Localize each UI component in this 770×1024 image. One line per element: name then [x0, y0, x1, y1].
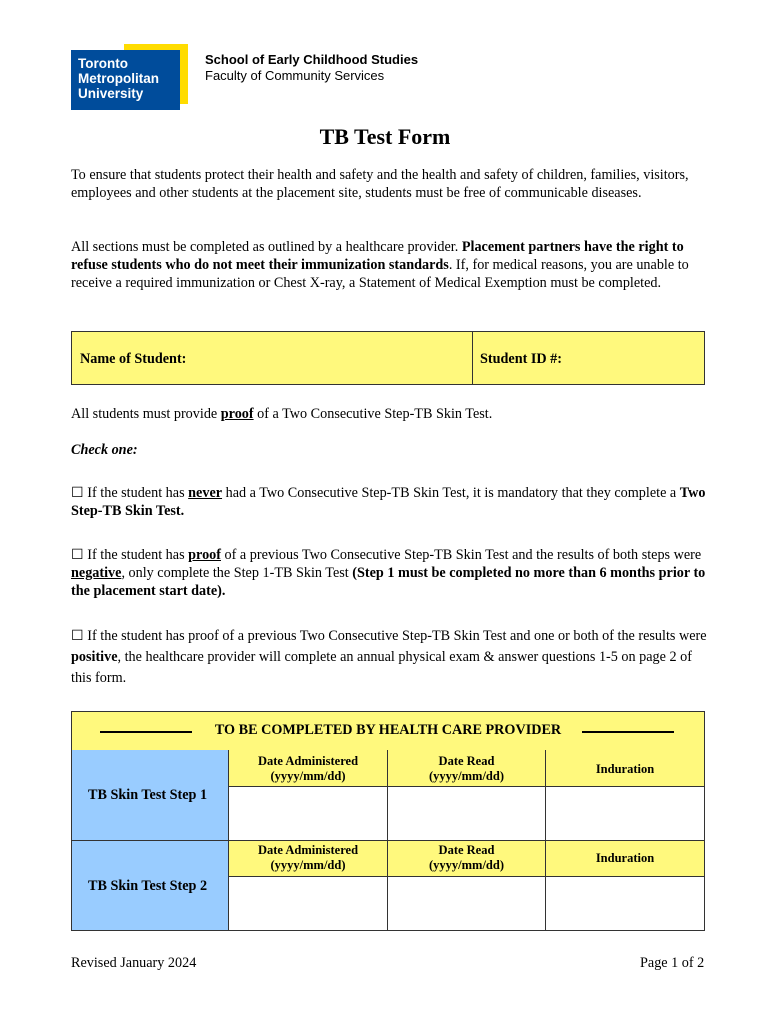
requirements-text-1: All sections must be completed as outlined by a healthcare provider. [71, 239, 462, 255]
step-1-induration-input[interactable] [546, 787, 704, 841]
checkbox-negative[interactable]: ☐ [71, 547, 84, 563]
step-2-induration-header [546, 841, 704, 877]
step-2-date-administered-header [229, 841, 388, 877]
table-header [72, 712, 704, 751]
option-negative-proof: proof [188, 547, 221, 563]
university-logo [71, 50, 180, 110]
date-format-label: (yyyy/mm/dd) [429, 769, 504, 783]
logo-line-1: Toronto [78, 56, 128, 71]
date-format-label: (yyyy/mm/dd) [270, 769, 346, 783]
date-format-label: (yyyy/mm/dd) [429, 858, 504, 872]
step-1-row-label [72, 750, 229, 841]
step-1-date-administered-header [229, 750, 388, 787]
checkbox-positive[interactable]: ☐ [71, 628, 84, 644]
option-never-bold: Two Step-TB Skin Test. [71, 485, 706, 519]
proof-text-2: of a Two Consecutive Step-TB Skin Test. [253, 406, 493, 422]
step-1-date-administered-input[interactable] [229, 787, 388, 841]
option-negative-text-2: of a previous Two Consecutive Step-TB Skin Test and the results of both steps were [221, 547, 702, 563]
step-1-label: TB Skin Test Step 1 [88, 787, 208, 803]
step-2-date-administered-input[interactable] [229, 877, 388, 930]
step-1-induration-header [546, 750, 704, 787]
option-positive-text-2: , the healthcare provider will complete an annual physical exam & answer questions 1-5 on page 2 of this form. [71, 649, 692, 686]
requirements-paragraph [71, 238, 711, 292]
proof-emphasis: proof [220, 406, 254, 422]
date-administered-label: Date Administered [257, 843, 359, 857]
page-number: Page 1 of 2 [640, 955, 705, 971]
option-positive [71, 626, 711, 689]
option-negative-bold: (Step 1 must be completed no more than 6 months prior to the placement start date). [71, 565, 706, 599]
requirements-bold: Placement partners have the right to refuse students who do not meet their immunization standards [71, 239, 684, 273]
proof-text-1: All students must provide [71, 406, 221, 422]
table-header-title: TO BE COMPLETED BY HEALTH CARE PROVIDER [214, 722, 562, 738]
step-1-date-read-header [388, 750, 546, 787]
option-negative-text-3: , only complete the Step 1-TB Skin Test [121, 565, 353, 581]
requirements-text-2: . If, for medical reasons, you are unable to receive a required immunization or Chest X-ray, a Statement of Medical Exemption must be completed. [71, 257, 689, 291]
school-name: School of Early Childhood Studies [205, 52, 419, 67]
divider [472, 332, 473, 384]
student-info-box [71, 331, 705, 385]
logo-line-3: University [78, 86, 144, 101]
option-positive-text-1: If the student has proof of a previous Two Consecutive Step-TB Skin Test and one or both of the results were [83, 628, 707, 644]
health-care-provider-table [71, 711, 705, 931]
step-1-date-read-input[interactable] [388, 787, 546, 841]
option-positive-emphasis: positive [71, 649, 118, 665]
proof-statement [71, 405, 711, 423]
option-never-text-2: had a Two Consecutive Step-TB Skin Test, it is mandatory that they complete a [222, 485, 680, 501]
revision-date: Revised January 2024 [71, 955, 197, 971]
step-2-row-label [72, 841, 229, 930]
check-one-label: Check one: [71, 442, 138, 458]
intro-paragraph: To ensure that students protect their health and safety and the health and safety of children, families, visitors, employees and other students at the placement site, students must be free of communicable diseases. [71, 167, 689, 201]
header-rule-right [582, 731, 674, 733]
student-name-field[interactable]: Name of Student: [80, 351, 187, 367]
page-title: TB Test Form [319, 124, 451, 149]
step-2-induration-input[interactable] [546, 877, 704, 930]
option-negative [71, 546, 711, 600]
option-never-emphasis: never [188, 485, 223, 501]
checkbox-never[interactable]: ☐ [71, 485, 84, 501]
induration-label: Induration [595, 851, 655, 865]
faculty-name: Faculty of Community Services [205, 68, 385, 83]
date-read-label: Date Read [438, 843, 495, 857]
induration-label: Induration [595, 762, 655, 776]
option-never [71, 484, 711, 520]
date-read-label: Date Read [438, 754, 495, 768]
step-2-date-read-input[interactable] [388, 877, 546, 930]
student-id-field[interactable]: Student ID #: [480, 351, 562, 367]
logo-line-2: Metropolitan [78, 71, 159, 86]
step-2-label: TB Skin Test Step 2 [88, 878, 208, 894]
date-format-label: (yyyy/mm/dd) [270, 858, 346, 872]
date-administered-label: Date Administered [257, 754, 359, 768]
step-2-date-read-header [388, 841, 546, 877]
option-negative-text-1: If the student has [83, 547, 189, 563]
option-never-text-1: If the student has [83, 485, 189, 501]
option-negative-emphasis: negative [71, 565, 122, 581]
